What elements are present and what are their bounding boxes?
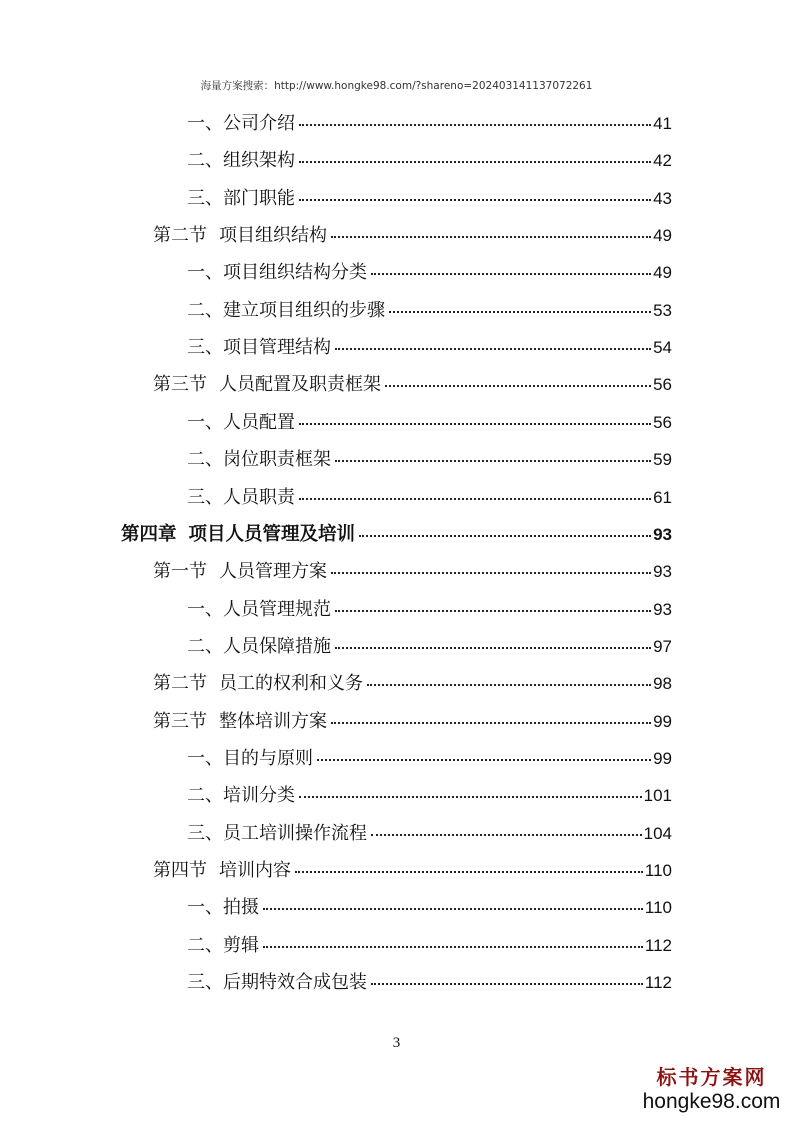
toc-entry[interactable] (187, 258, 672, 288)
toc-entry-number: 二、 (187, 150, 223, 172)
toc-leader-dots (389, 310, 651, 313)
toc-entry-title: 剪辑 (223, 934, 259, 956)
toc-entry[interactable] (187, 445, 672, 475)
toc-leader-dots (299, 123, 651, 126)
toc-entry[interactable] (187, 819, 672, 849)
toc-entry[interactable] (187, 968, 672, 998)
toc-entry[interactable] (187, 595, 672, 625)
toc-entry-page: 112 (644, 935, 672, 955)
toc-entry-title: 部门职能 (223, 187, 295, 209)
toc-entry-title: 公司介绍 (223, 113, 295, 134)
toc-entry-number: 二、 (187, 635, 223, 657)
toc-leader-dots (335, 459, 651, 462)
toc-entry-page: 98 (653, 674, 672, 694)
toc-entry[interactable] (187, 781, 672, 811)
toc-entry[interactable] (187, 931, 672, 961)
watermark-url: hongke98.com (642, 1090, 781, 1113)
toc-entry-page: 93 (653, 524, 672, 544)
watermark-title: 标书方案网 (656, 1065, 767, 1089)
toc-entry-number: 第一节 (153, 561, 207, 583)
toc-entry-title: 目的与原则 (223, 747, 313, 769)
toc-entry-number: 一、 (187, 262, 223, 284)
toc-leader-dots (371, 272, 651, 275)
toc-entry[interactable] (187, 483, 672, 513)
toc-entry-number: 二、 (187, 785, 223, 807)
toc-leader-dots (331, 571, 651, 574)
page-number: 3 (392, 1035, 401, 1051)
toc-entry-title: 人员配置 (223, 411, 295, 433)
toc-entry-number: 第四章 (121, 523, 177, 545)
toc-entry-title: 整体培训方案 (219, 710, 327, 732)
toc-entry-title: 培训分类 (223, 785, 295, 807)
toc-entry[interactable] (187, 296, 672, 326)
toc-entry-title: 人员保障措施 (223, 635, 331, 657)
toc-entry-page: 49 (653, 226, 672, 246)
toc-entry-number: 二、 (187, 299, 223, 321)
toc-entry-title: 员工培训操作流程 (223, 822, 367, 844)
toc-leader-dots (359, 534, 651, 537)
toc-entry[interactable] (153, 856, 672, 886)
toc-entry-page: 61 (653, 487, 672, 507)
toc-entry[interactable] (187, 632, 672, 662)
toc-entry-title: 培训内容 (219, 860, 291, 881)
toc-entry-title: 人员管理规范 (223, 598, 331, 620)
toc-entry[interactable] (153, 221, 672, 251)
toc-entry-number: 一、 (187, 411, 223, 433)
toc-leader-dots (331, 721, 651, 724)
toc-entry-page: 110 (644, 861, 672, 880)
toc-leader-dots (335, 646, 651, 649)
toc-entry-title: 后期特效合成包装 (223, 972, 367, 994)
toc-entry-number: 第三节 (153, 374, 207, 396)
toc-entry-page: 101 (643, 786, 672, 806)
toc-entry[interactable] (153, 669, 672, 699)
toc-entry[interactable] (187, 333, 672, 363)
toc-entry-page: 99 (653, 748, 672, 768)
toc-entry-number: 二、 (187, 934, 223, 956)
toc-leader-dots (299, 198, 651, 201)
toc-entry-number: 二、 (187, 449, 223, 471)
toc-entry-number: 三、 (187, 486, 223, 508)
toc-entry-page: 42 (653, 151, 672, 171)
toc-entry[interactable] (187, 408, 672, 438)
toc-entry-number: 三、 (187, 822, 223, 844)
toc-entry-number: 三、 (187, 972, 223, 994)
toc-entry[interactable] (187, 744, 672, 774)
toc-entry-title: 拍摄 (223, 897, 259, 919)
toc-entry[interactable] (153, 707, 672, 737)
toc-leader-dots (367, 683, 651, 686)
toc-entry[interactable] (153, 557, 672, 587)
toc-entry-number: 一、 (187, 897, 223, 919)
toc-leader-dots (299, 422, 651, 425)
toc-leader-dots (299, 795, 642, 798)
toc-entry-page: 53 (653, 300, 672, 320)
toc-leader-dots (299, 497, 651, 500)
toc-entry-page: 93 (653, 599, 672, 619)
toc-leader-dots (295, 870, 643, 873)
toc-leader-dots (335, 609, 651, 612)
toc-entry-number: 一、 (187, 747, 223, 769)
toc-entry[interactable] (187, 146, 672, 176)
toc-entry-page: 110 (644, 898, 672, 918)
toc-entry-title: 项目管理结构 (223, 337, 331, 359)
toc-entry-title: 建立项目组织的步骤 (223, 299, 385, 321)
toc-entry-title: 员工的权利和义务 (219, 673, 363, 695)
toc-entry-title: 组织架构 (223, 150, 295, 172)
toc-leader-dots (299, 160, 651, 163)
toc-entry-page: 43 (653, 188, 672, 208)
toc-entry-title: 项目人员管理及培训 (188, 523, 356, 545)
toc-entry-page: 56 (653, 412, 672, 432)
watermark-logo (630, 1065, 793, 1115)
toc-leader-dots (263, 907, 643, 910)
toc-entry-number: 第四节 (153, 860, 207, 881)
toc-entry-title: 人员管理方案 (219, 561, 327, 583)
toc-entry-page: 112 (644, 973, 672, 993)
toc-entry-page: 93 (653, 562, 672, 582)
toc-entry-page: 49 (653, 263, 672, 283)
toc-entry-title: 岗位职责框架 (223, 449, 331, 471)
toc-entry-title: 项目组织结构 (219, 225, 327, 247)
toc-leader-dots (335, 347, 651, 350)
toc-entry-title: 项目组织结构分类 (223, 262, 367, 284)
toc-entry-number: 一、 (187, 598, 223, 620)
toc-entry-page: 59 (653, 450, 672, 470)
toc-leader-dots (385, 384, 651, 387)
toc-entry-page: 41 (653, 114, 672, 133)
toc-entry[interactable] (187, 184, 672, 214)
toc-entry-number: 第二节 (153, 225, 207, 247)
toc-entry-title: 人员配置及职责框架 (219, 374, 381, 396)
toc-entry-page: 56 (653, 375, 672, 395)
toc-entry-number: 三、 (187, 337, 223, 359)
toc-entry-title: 人员职责 (223, 486, 295, 508)
toc-entry[interactable] (187, 893, 672, 923)
toc-entry[interactable] (153, 370, 672, 400)
toc-leader-dots (371, 982, 643, 985)
toc-entry[interactable] (121, 520, 672, 550)
toc-leader-dots (263, 945, 643, 948)
toc-leader-dots (331, 235, 651, 238)
toc-entry-number: 第二节 (153, 673, 207, 695)
page-header: 海量方案搜索：http://www.hongke98.com/?shareno=202403141137072261 (200, 80, 593, 92)
toc-entry-number: 一、 (187, 113, 223, 134)
toc-leader-dots (371, 833, 642, 836)
toc-entry-page: 104 (643, 823, 672, 843)
toc-entry-page: 54 (653, 338, 672, 358)
toc-entry-number: 第三节 (153, 710, 207, 732)
toc-entry-page: 99 (653, 711, 672, 731)
toc-entry-number: 三、 (187, 187, 223, 209)
toc-entry[interactable] (187, 109, 672, 139)
toc-entry-page: 97 (653, 636, 672, 656)
toc-leader-dots (317, 758, 651, 761)
